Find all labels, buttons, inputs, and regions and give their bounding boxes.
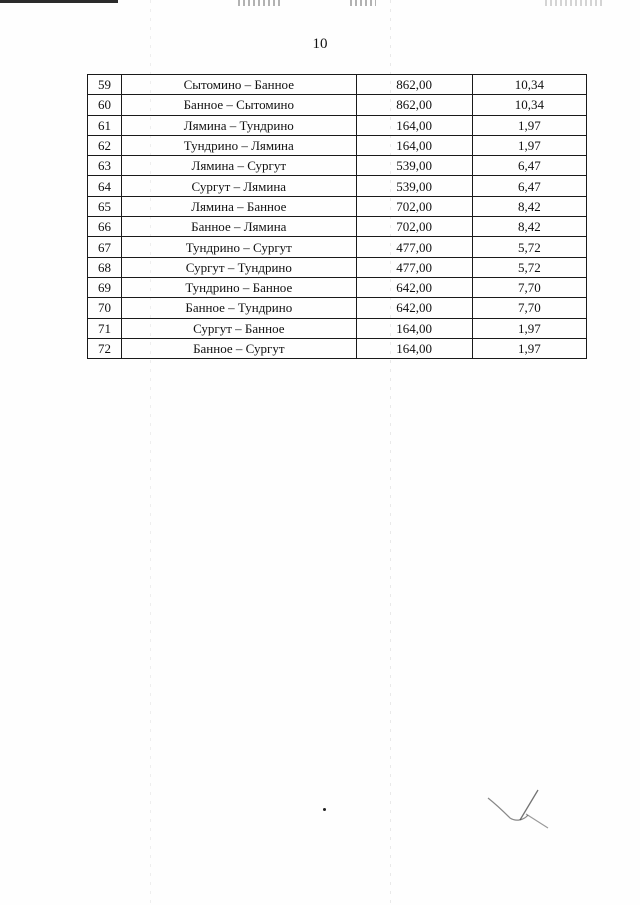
route-cell: Лямина – Банное — [122, 196, 356, 216]
route-cell: Банное – Сургут — [122, 338, 356, 358]
table-row — [88, 237, 587, 257]
route-cell: Тундрино – Банное — [122, 277, 356, 297]
row-number-cell: 59 — [88, 75, 122, 95]
route-cell: Сургут – Лямина — [122, 176, 356, 196]
route-cell: Тундрино – Лямина — [122, 135, 356, 155]
table-row — [88, 318, 587, 338]
row-number-cell: 62 — [88, 135, 122, 155]
distance-cell: 702,00 — [356, 196, 472, 216]
distance-cell: 642,00 — [356, 277, 472, 297]
value-cell: 7,70 — [472, 298, 586, 318]
table-row — [88, 156, 587, 176]
row-number-cell: 72 — [88, 338, 122, 358]
page-number: 10 — [312, 36, 328, 52]
value-cell: 1,97 — [472, 115, 586, 135]
value-cell: 8,42 — [472, 196, 586, 216]
scan-artifact-specks — [350, 0, 376, 6]
signature-mark — [480, 784, 560, 834]
value-cell: 5,72 — [472, 257, 586, 277]
row-number-cell: 70 — [88, 298, 122, 318]
table-row — [88, 95, 587, 115]
row-number-cell: 69 — [88, 277, 122, 297]
table-row — [88, 338, 587, 358]
value-cell: 10,34 — [472, 75, 586, 95]
table-row — [88, 298, 587, 318]
table-row — [88, 217, 587, 237]
distance-cell: 539,00 — [356, 176, 472, 196]
table-row — [88, 277, 587, 297]
value-cell: 6,47 — [472, 156, 586, 176]
route-cell: Сытомино – Банное — [122, 75, 356, 95]
value-cell: 1,97 — [472, 318, 586, 338]
value-cell: 10,34 — [472, 95, 586, 115]
value-cell: 1,97 — [472, 338, 586, 358]
table-row — [88, 75, 587, 95]
value-cell: 6,47 — [472, 176, 586, 196]
distance-cell: 642,00 — [356, 298, 472, 318]
distance-cell: 164,00 — [356, 338, 472, 358]
value-cell: 5,72 — [472, 237, 586, 257]
value-cell: 7,70 — [472, 277, 586, 297]
distance-cell: 539,00 — [356, 156, 472, 176]
table-row — [88, 176, 587, 196]
route-cell: Сургут – Банное — [122, 318, 356, 338]
route-cell: Тундрино – Сургут — [122, 237, 356, 257]
row-number-cell: 71 — [88, 318, 122, 338]
row-number-cell: 63 — [88, 156, 122, 176]
route-cell: Сургут – Тундрино — [122, 257, 356, 277]
scan-artifact-specks — [238, 0, 280, 6]
route-cell: Лямина – Сургут — [122, 156, 356, 176]
scan-artifact-specks — [545, 0, 605, 6]
row-number-cell: 61 — [88, 115, 122, 135]
route-cell: Банное – Сытомино — [122, 95, 356, 115]
value-cell: 1,97 — [472, 135, 586, 155]
distance-cell: 164,00 — [356, 318, 472, 338]
row-number-cell: 64 — [88, 176, 122, 196]
route-cell: Банное – Лямина — [122, 217, 356, 237]
scan-artifact-line — [0, 0, 118, 3]
value-cell: 8,42 — [472, 217, 586, 237]
table-row — [88, 135, 587, 155]
row-number-cell: 60 — [88, 95, 122, 115]
row-number-cell: 68 — [88, 257, 122, 277]
table-row — [88, 257, 587, 277]
route-cell: Лямина – Тундрино — [122, 115, 356, 135]
distance-cell: 702,00 — [356, 217, 472, 237]
table-row — [88, 196, 587, 216]
distance-cell: 164,00 — [356, 115, 472, 135]
route-cell: Банное – Тундрино — [122, 298, 356, 318]
row-number-cell: 66 — [88, 217, 122, 237]
row-number-cell: 67 — [88, 237, 122, 257]
distance-cell: 477,00 — [356, 237, 472, 257]
route-table — [87, 74, 587, 359]
distance-cell: 862,00 — [356, 95, 472, 115]
distance-cell: 477,00 — [356, 257, 472, 277]
distance-cell: 164,00 — [356, 135, 472, 155]
distance-cell: 862,00 — [356, 75, 472, 95]
ink-dot — [323, 808, 326, 811]
table-row — [88, 115, 587, 135]
row-number-cell: 65 — [88, 196, 122, 216]
